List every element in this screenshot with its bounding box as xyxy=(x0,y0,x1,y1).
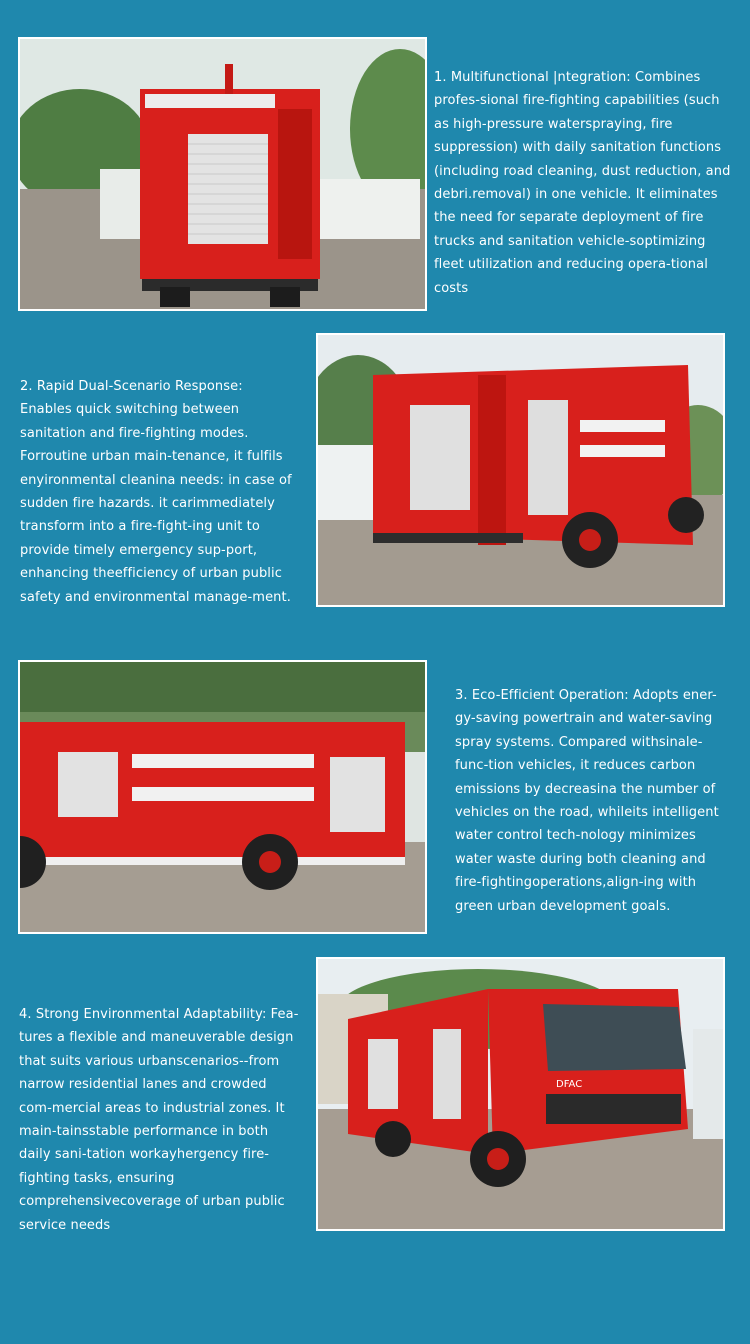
grille-badge: DFAC xyxy=(556,1079,583,1090)
fire-truck-side-photo xyxy=(18,660,427,934)
feature-section-3 xyxy=(0,660,750,932)
feature-section-1 xyxy=(0,37,750,309)
feature-section-4 xyxy=(0,957,750,1233)
fire-truck-rear-photo xyxy=(18,37,427,311)
feature-text-1: 1. Multifunctional |ntegration: Combines profes-sional fire-fighting capabilities (such as high-pressure waterspraying, fire suppression) with daily sanitation functions (including road cleaning, dust reduction, and debri.removal) in one vehicle. It eliminates the need for separate deployment of fire trucks and sanitation vehicle-soptimizing fleet utilization and reducing opera-tional costs xyxy=(434,70,731,296)
feature-text-3: 3. Eco-Efficient Operation: Adopts ener-gy-saving powertrain and water-saving spray systems. Compared withsinale-func-tion vehicles, it reduces carbon emissions by decreasina the number of vehicles on the road, whileits intelligent water control tech-nology minimizes water waste during both cleaning and fire-fightingoperations,align-ing with green urban development goals. xyxy=(455,688,719,914)
feature-text-2: 2. Rapid Dual-Scenario Response: Enables quick switching between sanitation and fire-fighting modes. Forroutine urban main-tenance, it fulfils enyironmental cleanina needs: in case of sudden fire hazards. it carimmediately transform into a fire-fight-ing unit to provide timely emergency sup-port, enhancing theefficiency of urban public safety and environmental manage-ment. xyxy=(20,379,292,605)
fire-truck-front-quarter-photo xyxy=(316,957,725,1231)
feature-section-2 xyxy=(0,333,750,605)
fire-truck-rear-quarter-photo xyxy=(316,333,725,607)
feature-text-4: 4. Strong Environmental Adaptability: Fea-tures a flexible and maneuverable design that suits various urbanscenarios--from narrow residential lanes and crowded com-mercial areas to industrial zones. It main-tainsstable performance in both daily sani-tation workayhergency fire-fighting tasks, ensuring comprehensivecoverage of urban public service needs xyxy=(19,1007,299,1233)
